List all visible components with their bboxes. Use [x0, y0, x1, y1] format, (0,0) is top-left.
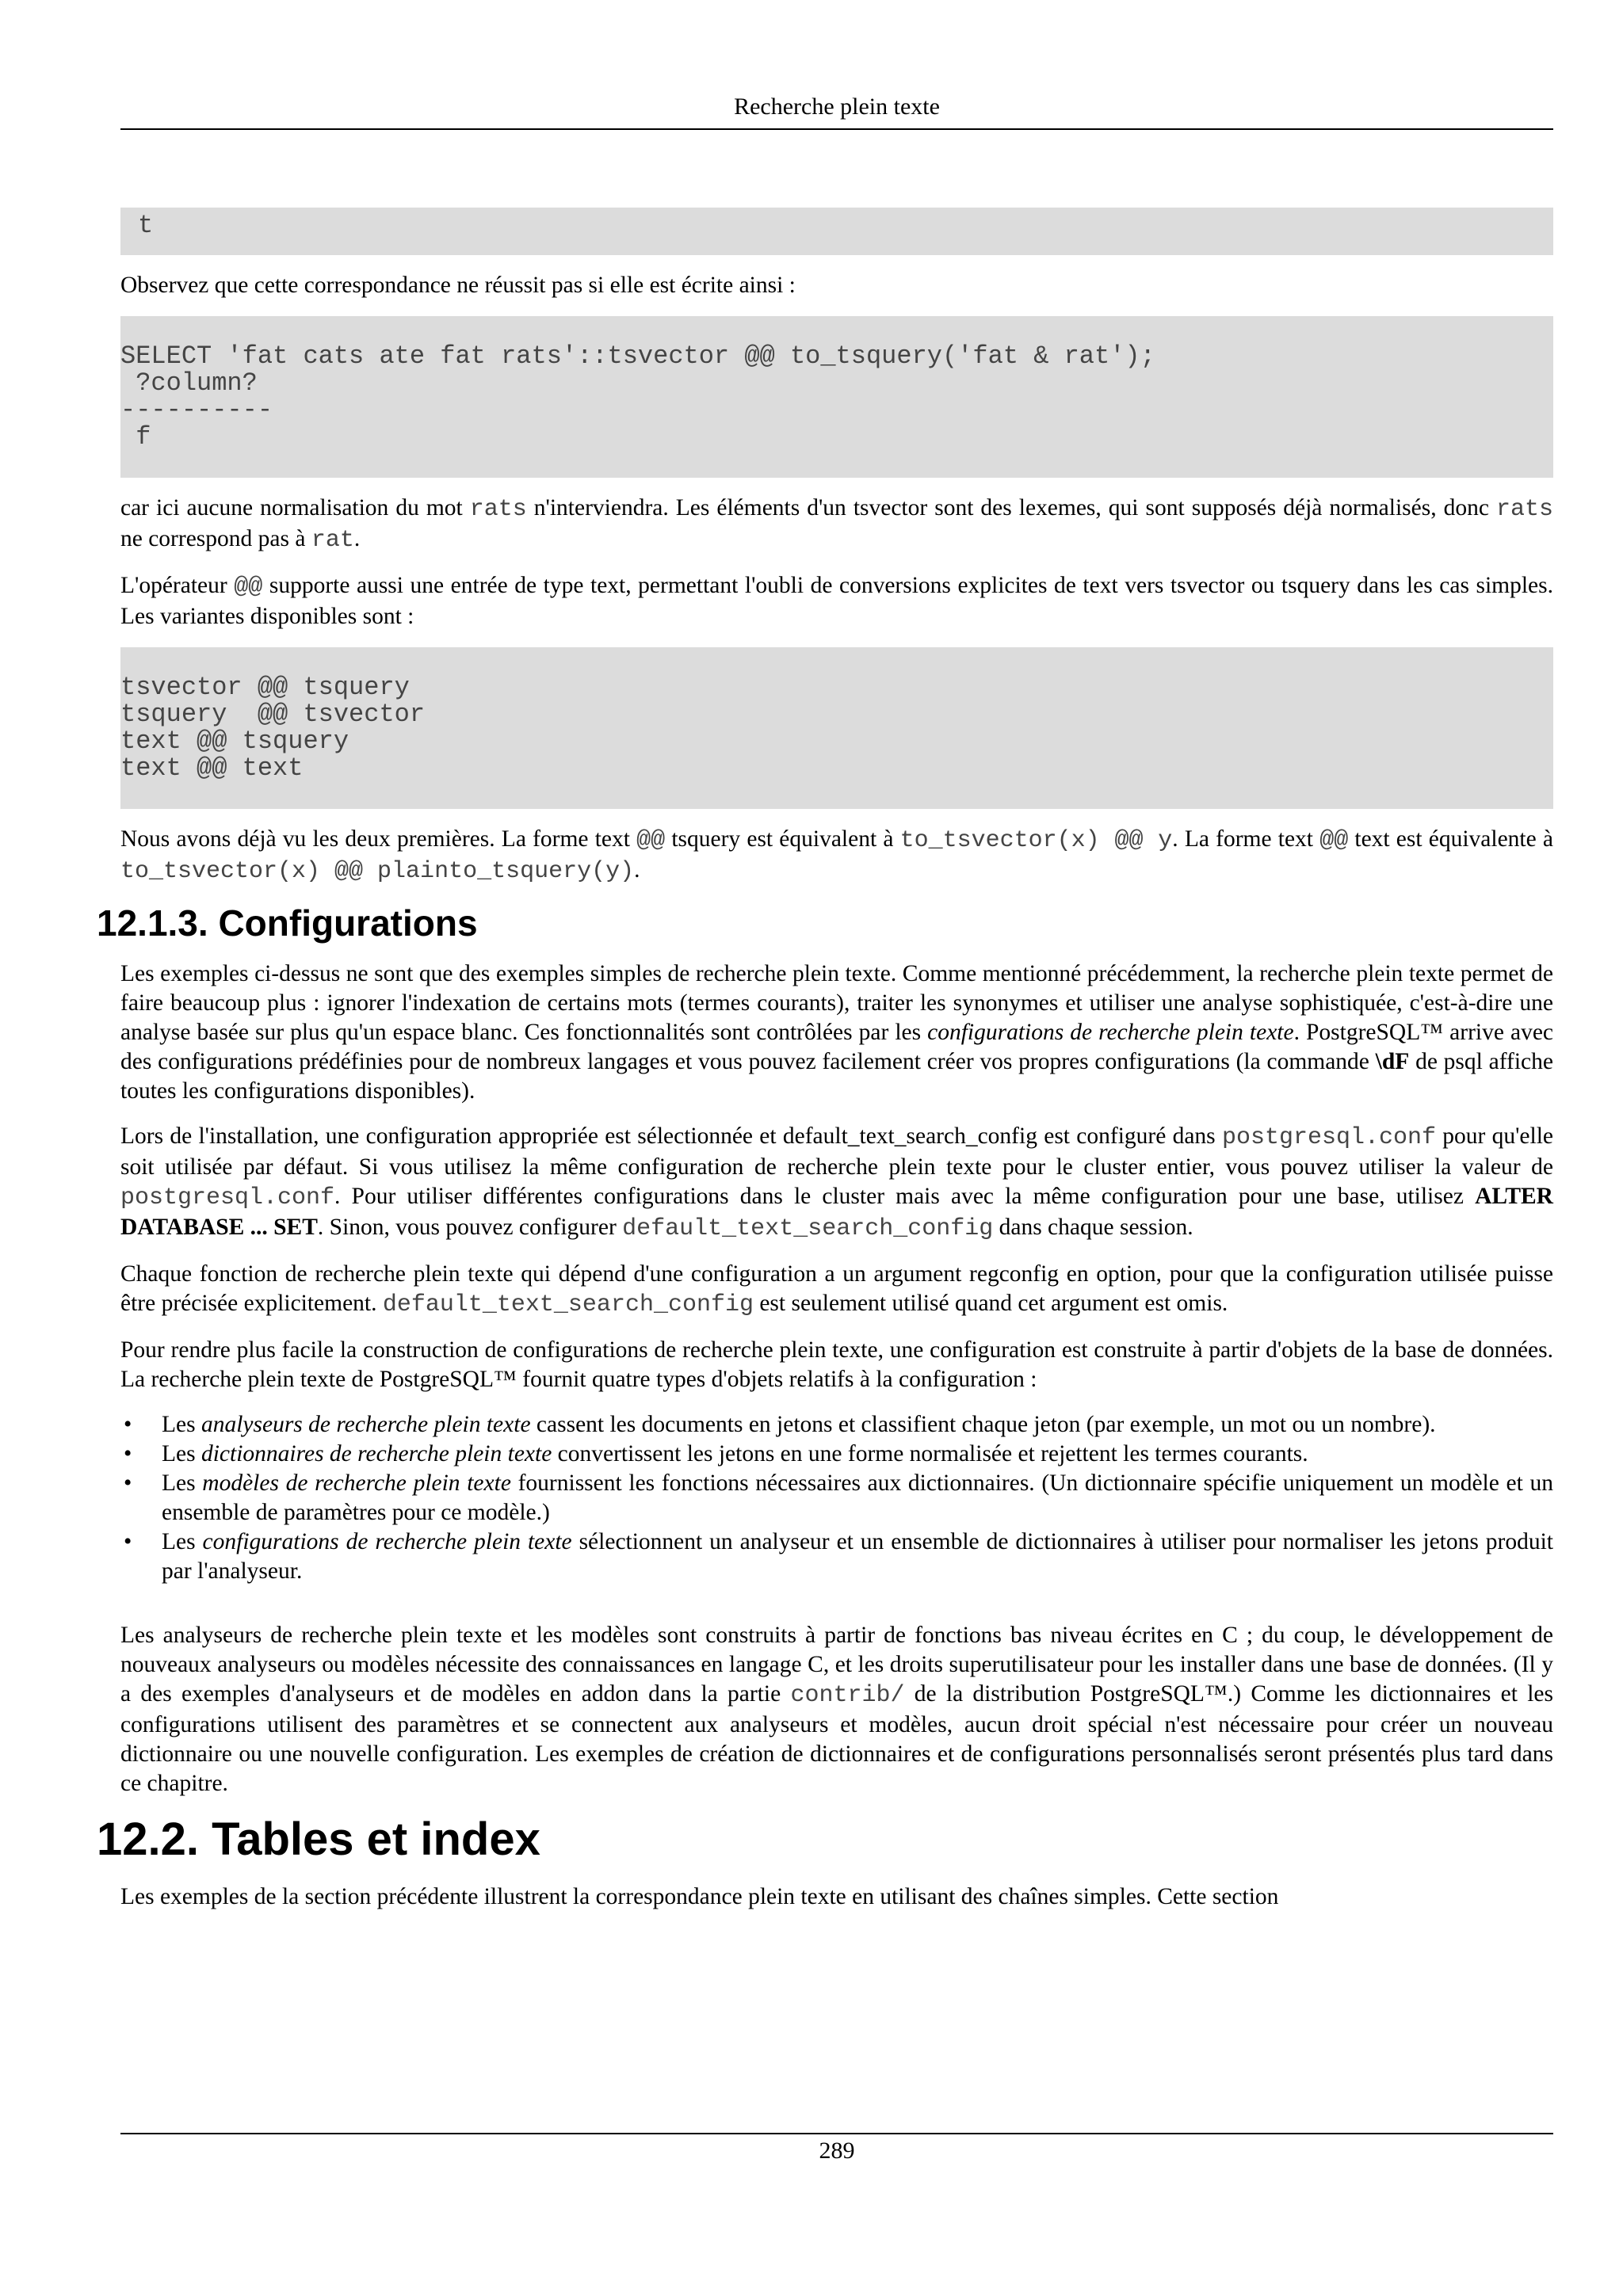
paragraph: Lors de l'installation, une configuration appropriée est sélectionnée et default_text_search_config est configuré dans postgresql.conf pour qu'elle soit utilisée par défaut. Si vous utilisez la même configuration de recherche plein texte pour le cluster entier, vous pouvez utiliser la valeur de postgresql.conf. Pour utiliser différentes configurations dans le cluster mais avec la même configuration pour une base, utilisez ALTER DATABASE ... SET. Sinon, vous pouvez configurer default_text_search_config dans chaque session.: [120, 1123, 1554, 1242]
section-heading-configurations: 12.1.3. Configurations: [97, 902, 478, 944]
list-item: • Les configurations de recherche plein texte sélectionnent un analyseur et un ensemble de dictionnaires à utiliser pour normaliser les jetons produit par l'analyseur.: [120, 1527, 1553, 1586]
inline-code: @@: [234, 574, 263, 601]
paragraph: Pour rendre plus facile la construction de configurations de recherche plein texte, une configuration est construite à partir d'objets de la base de données. La recherche plein texte de PostgreSQL™ fournit quatre types d'objets relatifs à la configuration :: [120, 1337, 1553, 1392]
command-name: ALTER DATABASE ... SET: [120, 1184, 1553, 1240]
paragraph: Observez que cette correspondance ne réussit pas si elle est écrite ainsi :: [120, 273, 796, 298]
paragraph: Les exemples ci-dessus ne sont que des exemples simples de recherche plein texte. Comme mentionné précédemment, la recherche plein texte permet de faire beaucoup plus : ignorer l'indexation de certains mots (termes courants), traiter les synonymes et utiliser une analyse sophistiquée, c'est-à-dire une analyse basée sur plus qu'un espace blanc. Ces fonctionnalités sont contrôlées par les configurations de recherche plein texte. PostgreSQL™ arrive avec des configurations prédéfinies pour de nombreux langages et vous pouvez facilement créer vos propres configurations (la commande \dF de psql affiche toutes les configurations disponibles).: [120, 961, 1554, 1104]
code-block-select: SELECT 'fat cats ate fat rats'::tsvector @@ to_tsquery('fat & rat'); ?column? ---------- f: [120, 316, 1553, 478]
inline-code: postgresql.conf: [1221, 1124, 1436, 1151]
section-heading-tables-index: 12.2. Tables et index: [97, 1814, 540, 1865]
inline-code: to_tsvector(x) @@ plainto_tsquery(y): [120, 858, 635, 885]
paragraph: Nous avons déjà vu les deux premières. La forme text @@ tsquery est équivalent à to_tsvector(x) @@ y. La forme text @@ text est équivalente à to_tsvector(x) @@ plainto_tsquery(y).: [120, 826, 1553, 885]
list-item: • Les modèles de recherche plein texte fournissent les fonctions nécessaires aux dictionnaires. (Un dictionnaire spécifie uniquement un modèle et un ensemble de paramètres pour ce modèle.): [120, 1469, 1553, 1527]
running-header: Recherche plein texte: [734, 93, 940, 120]
code-block-result: t: [120, 208, 1553, 255]
page-number: 289: [819, 2138, 855, 2164]
command-name: \dF: [1375, 1049, 1410, 1074]
object-types-list: [120, 1410, 1553, 1586]
paragraph: L'opérateur @@ supporte aussi une entrée de type text, permettant l'oubli de conversions explicites de text vers tsvector ou tsquery dans les cas simples. Les variantes disponibles sont :: [120, 573, 1553, 629]
inline-code: rats: [1495, 496, 1553, 523]
inline-code: rat: [311, 527, 354, 554]
paragraph: Les analyseurs de recherche plein texte et les modèles sont construits à partir de fonctions bas niveau écrites en C ; du coup, le développement de nouveaux analyseurs ou modèles nécessite des connaissances en langage C, et les droits superutilisateur pour les installer dans une base de données. (Il y a des exemples d'analyseurs et de modèles en addon dans la partie contrib/ de la distribution PostgreSQL™.) Comme les dictionnaires et les configurations utilisent des paramètres et se connectent aux analyseurs et modèles, aucun droit spécial n'est nécessaire pour créer un nouveau dictionnaire ou une nouvelle configuration. Les exemples de création de dictionnaires et de configurations personnalisés seront présentés plus tard dans ce chapitre.: [120, 1623, 1553, 1796]
inline-code: postgresql.conf: [120, 1184, 335, 1211]
footer-rule: [120, 2133, 1553, 2134]
header-rule: [120, 128, 1553, 130]
inline-code: @@: [1319, 827, 1349, 854]
inline-code: @@: [636, 827, 666, 854]
emphasis: configurations de recherche plein texte: [927, 1020, 1294, 1045]
inline-code: default_text_search_config: [382, 1291, 754, 1318]
inline-code: rats: [469, 496, 527, 523]
inline-code: contrib/: [790, 1682, 905, 1709]
inline-code: to_tsvector(x) @@ y: [899, 827, 1173, 854]
paragraph: Chaque fonction de recherche plein texte qui dépend d'une configuration a un argument regconfig en option, pour que la configuration utilisée puisse être précisée explicitement. default_text_search_config est seulement utilisé quand cet argument est omis.: [120, 1261, 1553, 1318]
list-item: • Les analyseurs de recherche plein texte cassent les documents en jetons et classifient chaque jeton (par exemple, un mot ou un nombre).: [120, 1410, 1553, 1440]
code-block-variants: tsvector @@ tsquery tsquery @@ tsvector text @@ tsquery text @@ text: [120, 647, 1553, 809]
list-item: • Les dictionnaires de recherche plein texte convertissent les jetons en une forme normalisée et rejettent les termes courants.: [120, 1440, 1553, 1469]
inline-code: default_text_search_config: [622, 1215, 994, 1242]
paragraph: Les exemples de la section précédente illustrent la correspondance plein texte en utilisant des chaînes simples. Cette section: [120, 1884, 1279, 1909]
paragraph: car ici aucune normalisation du mot rats n'interviendra. Les éléments d'un tsvector sont des lexemes, qui sont supposés déjà normalisés, donc rats ne correspond pas à rat.: [120, 495, 1553, 554]
page-body: [97, 208, 1554, 1928]
